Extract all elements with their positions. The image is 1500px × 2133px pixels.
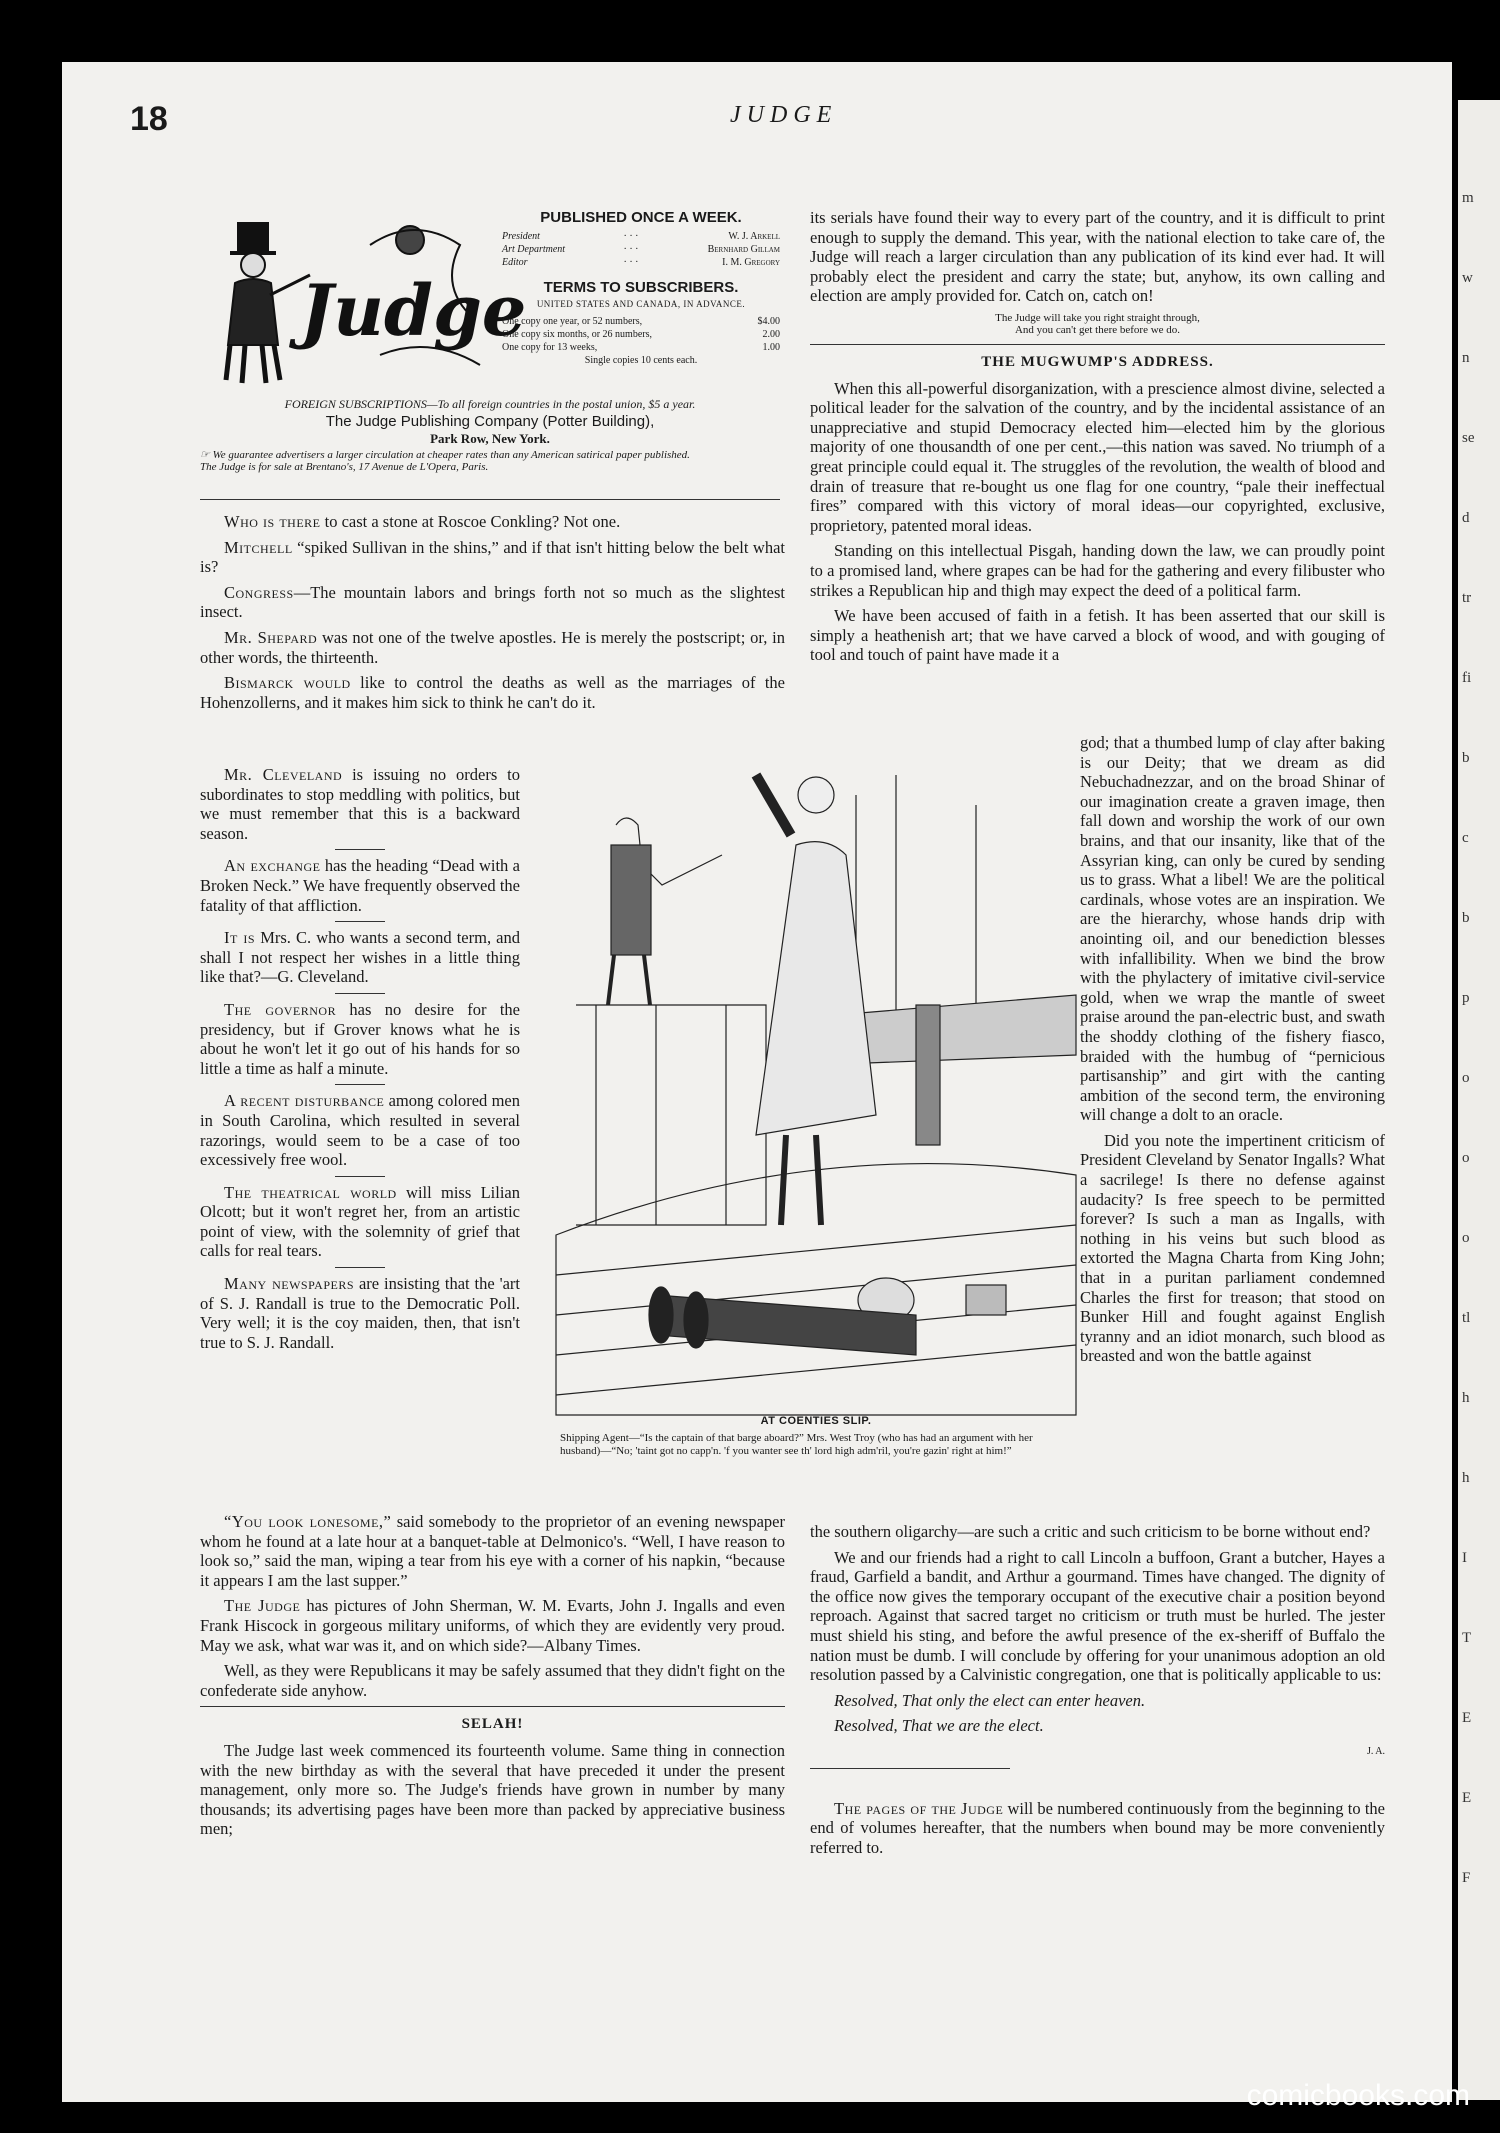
terms-subtitle: UNITED STATES AND CANADA, IN ADVANCE. bbox=[536, 299, 746, 309]
paragraph-lead: It is bbox=[224, 928, 256, 948]
paragraph bbox=[200, 1000, 520, 1078]
paragraph-text: has pictures of John Sherman, W. M. Evarts, John J. Ingalls and even Frank Hiscock in gorgeous military uniforms, of which they are evidently very proud. May we ask, what war was it, and on which side?—Albany Times. bbox=[200, 1596, 785, 1655]
publication-info bbox=[502, 211, 780, 367]
cartoon-illustration bbox=[556, 755, 1076, 1415]
page-header bbox=[192, 162, 1452, 202]
edge-fragment: I bbox=[1462, 1550, 1467, 1566]
paragraph-text: Well, as they were Republicans it may be safely assumed that they didn't fight on the confederate side anyhow. bbox=[200, 1661, 785, 1700]
rate-label: One copy for 13 weeks, bbox=[502, 342, 598, 353]
paragraph bbox=[200, 856, 520, 915]
edge-fragment: E bbox=[1462, 1790, 1472, 1806]
paragraph-text: said somebody to the proprietor of an evening newspaper whom he found at a late hour at a banquet-table at Delmonico's. “Well, I have reason to look so,” said the man, wiping a tear from his eye with a corner of his napkin, “because it appears I am the last supper.” bbox=[200, 1512, 785, 1590]
paragraph-text: has the heading “Dead with a Broken Neck.” We have frequently observed the fatality of that affliction. bbox=[200, 856, 520, 915]
page-number: 18 bbox=[130, 100, 168, 138]
paragraph-lead: Mitchell bbox=[224, 537, 293, 557]
officer-role: President bbox=[502, 231, 540, 242]
paragraph bbox=[200, 1661, 785, 1700]
edge-fragment: w bbox=[1462, 270, 1473, 286]
edge-fragment: T bbox=[1462, 1630, 1472, 1646]
edge-fragment: b bbox=[1462, 910, 1470, 926]
paragraph bbox=[200, 583, 785, 622]
right-bottom-paragraph: We and our friends had a right to call Lincoln a buffoon, Grant a butcher, Hayes a fraud, Garfield a bandit, and Arthur a gourmand. Times have changed. The dignity of the office now gives the temporary occupant of the executive chair a position beyond reproach. Against that sacred target no criticism or truth must be hurled. The jester must shield his sting, and before the awful presence of the ex-sheriff of Buffalo the nation must be dumb. I will conclude by offering for your unanimous adoption an old resolution passed by a Calvinistic congregation, one that is politically applicable to us: bbox=[810, 1547, 1385, 1685]
paragraph-lead: Bismarck would bbox=[224, 673, 351, 693]
illustration-title: AT COENTIES SLIP. bbox=[760, 1415, 872, 1427]
mugwump-paragraphs bbox=[810, 379, 1385, 665]
paragraph-rule bbox=[335, 993, 385, 994]
paragraph-text: is issuing no orders to subordinates to stop meddling with politics, but we must remember that this is a backward season. bbox=[200, 765, 520, 843]
adjacent-page-edge bbox=[1458, 100, 1500, 2100]
paragraph: Did you note the impertinent criticism of President Cleveland by Senator Ingalls? What a sacrilege! Is there no defense against audacity? Is free speech to be permitted forever? Is such a man as Ingalls, with nothing in his veins but such blood as extorted the Magna Charta from King John; that in a puritan parliament condemned Charles the first for treason; that stood on Bunker Hill and fought against English tyranny and an idiot monarch, such blood as breasted and won the battle against bbox=[1080, 1130, 1385, 1366]
paragraph-rule bbox=[335, 1267, 385, 1268]
paragraph bbox=[200, 673, 785, 712]
officer-list bbox=[502, 230, 780, 269]
paragraph-text: Mrs. C. who wants a second term, and shall I not respect her wishes in a little thing like that?—G. Cleveland. bbox=[200, 928, 520, 987]
paragraph-lead: A recent disturbance bbox=[224, 1091, 385, 1111]
paragraph-text: to cast a stone at Roscoe Conkling? Not one. bbox=[320, 512, 621, 531]
signature: J. A. bbox=[1366, 1745, 1385, 1757]
paragraph-text: are insisting that the 'art of S. J. Randall is true to the Democratic Poll. Very well; it is the coy maiden, then, that isn't true to S. J. Randall. bbox=[200, 1274, 520, 1352]
paragraph-lead: Mr. Cleveland bbox=[224, 765, 343, 784]
edge-fragment: o bbox=[1462, 1230, 1470, 1246]
right-column-bottom bbox=[810, 1522, 1385, 1863]
right-intro: its serials have found their way to every part of the country, and it is difficult to print enough to supply the demand. This year, with the national election to take care of, the Judge will reach a larger circulation than any publication of its kind ever had. It will probably elect the president and carry the state; but, anyhow, its own calling and election are amply provided for. Catch on, catch on! bbox=[810, 208, 1385, 306]
right-column-narrow bbox=[1080, 733, 1385, 1372]
rate-label: One copy one year, or 52 numbers, bbox=[502, 316, 643, 327]
right-bottom-continuation: the southern oligarchy—are such a critic and such criticism to be borne without end? bbox=[810, 1522, 1371, 1541]
rate-list bbox=[502, 315, 780, 354]
paragraph bbox=[200, 628, 785, 667]
left-bottom-paras bbox=[200, 1512, 785, 1700]
officer-dots: · · · bbox=[623, 244, 639, 255]
divider bbox=[810, 344, 1385, 345]
rate-price: $4.00 bbox=[757, 316, 780, 327]
paragraph-lead: An exchange bbox=[224, 856, 321, 876]
verse-line-2: And you can't get there before we do. bbox=[1014, 323, 1181, 336]
paragraph-rule bbox=[335, 1084, 385, 1085]
officer-name: Bernhard Gillam bbox=[707, 244, 780, 255]
mugwump-heading: THE MUGWUMP'S ADDRESS. bbox=[981, 353, 1214, 370]
edge-fragment: c bbox=[1462, 830, 1469, 846]
edge-fragment: F bbox=[1462, 1870, 1471, 1886]
paragraph-text: like to control the deaths as well as the marriages of the Hohenzollerns, and it makes him sick to think he can't do it. bbox=[200, 673, 785, 712]
paragraph: When this all-powerful disorganization, with a prescience almost divine, selected a political leader for the salvation of the country, and by the incidental assistance of an unappreciative and stupid Democracy elected him—elected him by the glorious majority of one thousandth of one per cent.,—this nation was saved. No triumph of a great principle could equal it. The struggles of the revolution, the wealth of blood and drain of treasure that re-bought us one flag for one country, “pale their ineffectual fires” compared with this victory of moral ideas—our copyrighted, exclusive, proprietory, patented moral ideas. bbox=[810, 378, 1385, 535]
selah-heading: SELAH! bbox=[461, 1716, 524, 1733]
running-head: JUDGE bbox=[730, 102, 838, 128]
divider bbox=[200, 1706, 785, 1707]
paragraph-text: —The mountain labors and brings forth not so much as the slightest insect. bbox=[200, 582, 785, 622]
rate-price: 2.00 bbox=[762, 329, 780, 340]
edge-fragment: h bbox=[1462, 1390, 1470, 1406]
paragraph: We have been accused of faith in a fetish. It has been asserted that our skill is simply a heathenish art; that we have carved a block of wood, and with gouging of tool and touch of paint have made it a bbox=[810, 606, 1385, 665]
paragraph-lead: “You look lonesome,” bbox=[224, 1512, 392, 1531]
paragraph-rule bbox=[335, 921, 385, 922]
officer-row bbox=[502, 230, 780, 243]
paragraph-lead: The Judge bbox=[224, 1596, 301, 1616]
paragraph-text: has no desire for the presidency, but if Grover knows what he is about he won't let it go out of his hands for so little a time as half a minute. bbox=[200, 999, 520, 1078]
paragraph-text: “spiked Sullivan in the shins,” and if that isn't hitting below the belt what is? bbox=[200, 537, 785, 577]
resolution-2-text: Resolved, That we are the elect. bbox=[834, 1716, 1044, 1736]
single-copy-price: Single copies 10 cents each. bbox=[584, 355, 698, 366]
left-column-top bbox=[200, 512, 785, 718]
paragraph-text: among colored men in South Carolina, which resulted in several razorings, would seem to be a case of too excessively free wool. bbox=[200, 1091, 520, 1170]
edge-fragment: m bbox=[1462, 190, 1474, 206]
rate-row bbox=[502, 341, 780, 354]
page-header bbox=[130, 100, 1390, 140]
masthead-divider bbox=[200, 499, 780, 500]
company-name: The Judge Publishing Company (Potter Building), bbox=[325, 413, 655, 430]
edge-fragment: tr bbox=[1462, 590, 1472, 606]
pages-note-lead: The pages of the Judge bbox=[834, 1798, 1004, 1818]
paragraph-rule bbox=[335, 849, 385, 850]
paragraph-text: will miss Lilian Olcott; but it won't regret her, from an artistic point of view, with the solemnity of grief that calls for real tears. bbox=[200, 1182, 520, 1261]
site-watermark: comicbooks.com bbox=[1246, 2079, 1470, 2112]
edge-fragment: n bbox=[1462, 350, 1470, 366]
right-column-top bbox=[810, 208, 1385, 671]
rate-price: 1.00 bbox=[762, 342, 780, 353]
officer-role: Editor bbox=[502, 257, 528, 268]
officer-row bbox=[502, 243, 780, 256]
edge-fragment: o bbox=[1462, 1070, 1470, 1086]
pages-note bbox=[810, 1799, 1385, 1858]
rate-label: One copy six months, or 26 numbers, bbox=[502, 329, 652, 340]
edge-fragment: h bbox=[1462, 1470, 1470, 1486]
advertiser-guarantee bbox=[200, 449, 780, 473]
paragraph bbox=[200, 1596, 785, 1655]
edge-fragment: o bbox=[1462, 1150, 1470, 1166]
paragraph-lead: Many newspapers bbox=[224, 1274, 355, 1294]
resolution-1-text: Resolved, That only the elect can enter heaven. bbox=[834, 1690, 1146, 1710]
paragraph-lead: The theatrical world bbox=[224, 1182, 397, 1202]
brentano-note: The Judge is for sale at Brentano's, 17 Avenue de L'Opera, Paris. bbox=[200, 461, 489, 473]
resolution-2 bbox=[810, 1716, 1385, 1736]
masthead bbox=[200, 205, 780, 505]
company-address: Park Row, New York. bbox=[430, 431, 550, 446]
officer-dots: · · · bbox=[623, 231, 639, 242]
rate-row bbox=[502, 328, 780, 341]
officer-name: W. J. Arkell bbox=[728, 231, 780, 242]
paragraph bbox=[200, 1512, 785, 1590]
left-column-narrow bbox=[200, 765, 520, 1358]
paragraph-lead: The governor bbox=[224, 999, 337, 1019]
divider bbox=[810, 1768, 1010, 1769]
verse-line-1: The Judge will take you right straight through, bbox=[995, 311, 1200, 324]
paragraph: Standing on this intellectual Pisgah, handing down the law, we can proudly point to a promised land, where grapes can be had for the gathering and every filibuster who strikes a Republican hip and thigh may expect the deed of a political farm. bbox=[810, 541, 1385, 600]
illustration-caption: Shipping Agent—“Is the captain of that barge aboard?” Mrs. West Troy (who has had an argument with her husband)—“No; 'taint got no capp'n. 'f you wanter see th' lord high adm'ril, you're gazin' right at him!” bbox=[560, 1432, 1033, 1457]
pages-note-text: will be numbered continuously from the beginning to the end of volumes hereafter, that the numbers when bound may be more conveniently referred to. bbox=[810, 1798, 1385, 1857]
paragraph-rule bbox=[335, 1176, 385, 1177]
paragraph bbox=[200, 1183, 520, 1261]
selah-paragraph: The Judge last week commenced its fourteenth volume. Same thing in connection with the new birthday as with the several that have preceded it under the present management, only more so. The Judge's friends have grown in number by many thousands; its advertising pages have been more than packed by appreciative business men; bbox=[200, 1740, 785, 1839]
logo-text: Judge bbox=[300, 269, 527, 352]
paragraph-text: was not one of the twelve apostles. He is merely the postscript; or, in other words, the thirteenth. bbox=[200, 627, 785, 667]
edge-fragment: d bbox=[1462, 510, 1470, 526]
paragraph-lead: Who is there bbox=[224, 512, 321, 531]
verse bbox=[810, 312, 1385, 336]
published-weekly: PUBLISHED ONCE A WEEK. bbox=[540, 209, 742, 226]
paragraph bbox=[200, 765, 520, 843]
foreign-subscriptions: FOREIGN SUBSCRIPTIONS—To all foreign countries in the postal union, $5 a year. bbox=[284, 397, 696, 411]
officer-name: I. M. Gregory bbox=[722, 257, 780, 268]
edge-fragment: se bbox=[1462, 430, 1475, 446]
paragraph bbox=[200, 512, 785, 532]
paragraph bbox=[200, 928, 520, 987]
paragraph bbox=[200, 1091, 520, 1169]
edge-fragment: tl bbox=[1462, 1310, 1471, 1326]
paragraph bbox=[200, 538, 785, 577]
officer-row bbox=[502, 256, 780, 269]
resolution-1 bbox=[810, 1691, 1385, 1711]
terms-title: TERMS TO SUBSCRIBERS. bbox=[543, 279, 739, 296]
edge-fragment: fi bbox=[1462, 670, 1472, 686]
paragraph: god; that a thumbed lump of clay after baking is our Deity; that we dream as did Nebuchadnezzar, and on the broad Shinar of our imagination create a graven image, then fall down and worship the work of our own brains, and that our insanity, like that of the Assyrian king, can only be cured by sending us to grass. What a libel! We are the political cardinals, whose votes are an inspiration. We are the hierarchy, whose hands drip with anointing oil, and our benediction blesses with infallibility. When we bind the brow with the phylactery of imitative civil-service gold, when we wrap the mantle of sweet praise around the pan-electric bust, and swath the shoddy clothing of the fishery fiasco, braided with the humbug of “pernicious partisanship” and girt with the canting ambition of the second term, the environing will change a dolt to an oracle. bbox=[1080, 733, 1385, 1125]
officer-role: Art Department bbox=[502, 244, 566, 255]
edge-fragment: b bbox=[1462, 750, 1470, 766]
left-column-bottom bbox=[200, 1512, 785, 1845]
officer-dots: · · · bbox=[623, 257, 639, 268]
paragraph-lead: Mr. Shepard bbox=[224, 627, 318, 647]
rate-row bbox=[502, 315, 780, 328]
paragraph bbox=[200, 1274, 520, 1352]
edge-fragment: p bbox=[1462, 990, 1470, 1006]
guarantee-text: ☞ We guarantee advertisers a larger circulation at cheaper rates than any American satirical paper published. bbox=[200, 449, 690, 461]
edge-fragment: E bbox=[1462, 1710, 1472, 1726]
paragraph-lead: Congress bbox=[224, 582, 294, 602]
